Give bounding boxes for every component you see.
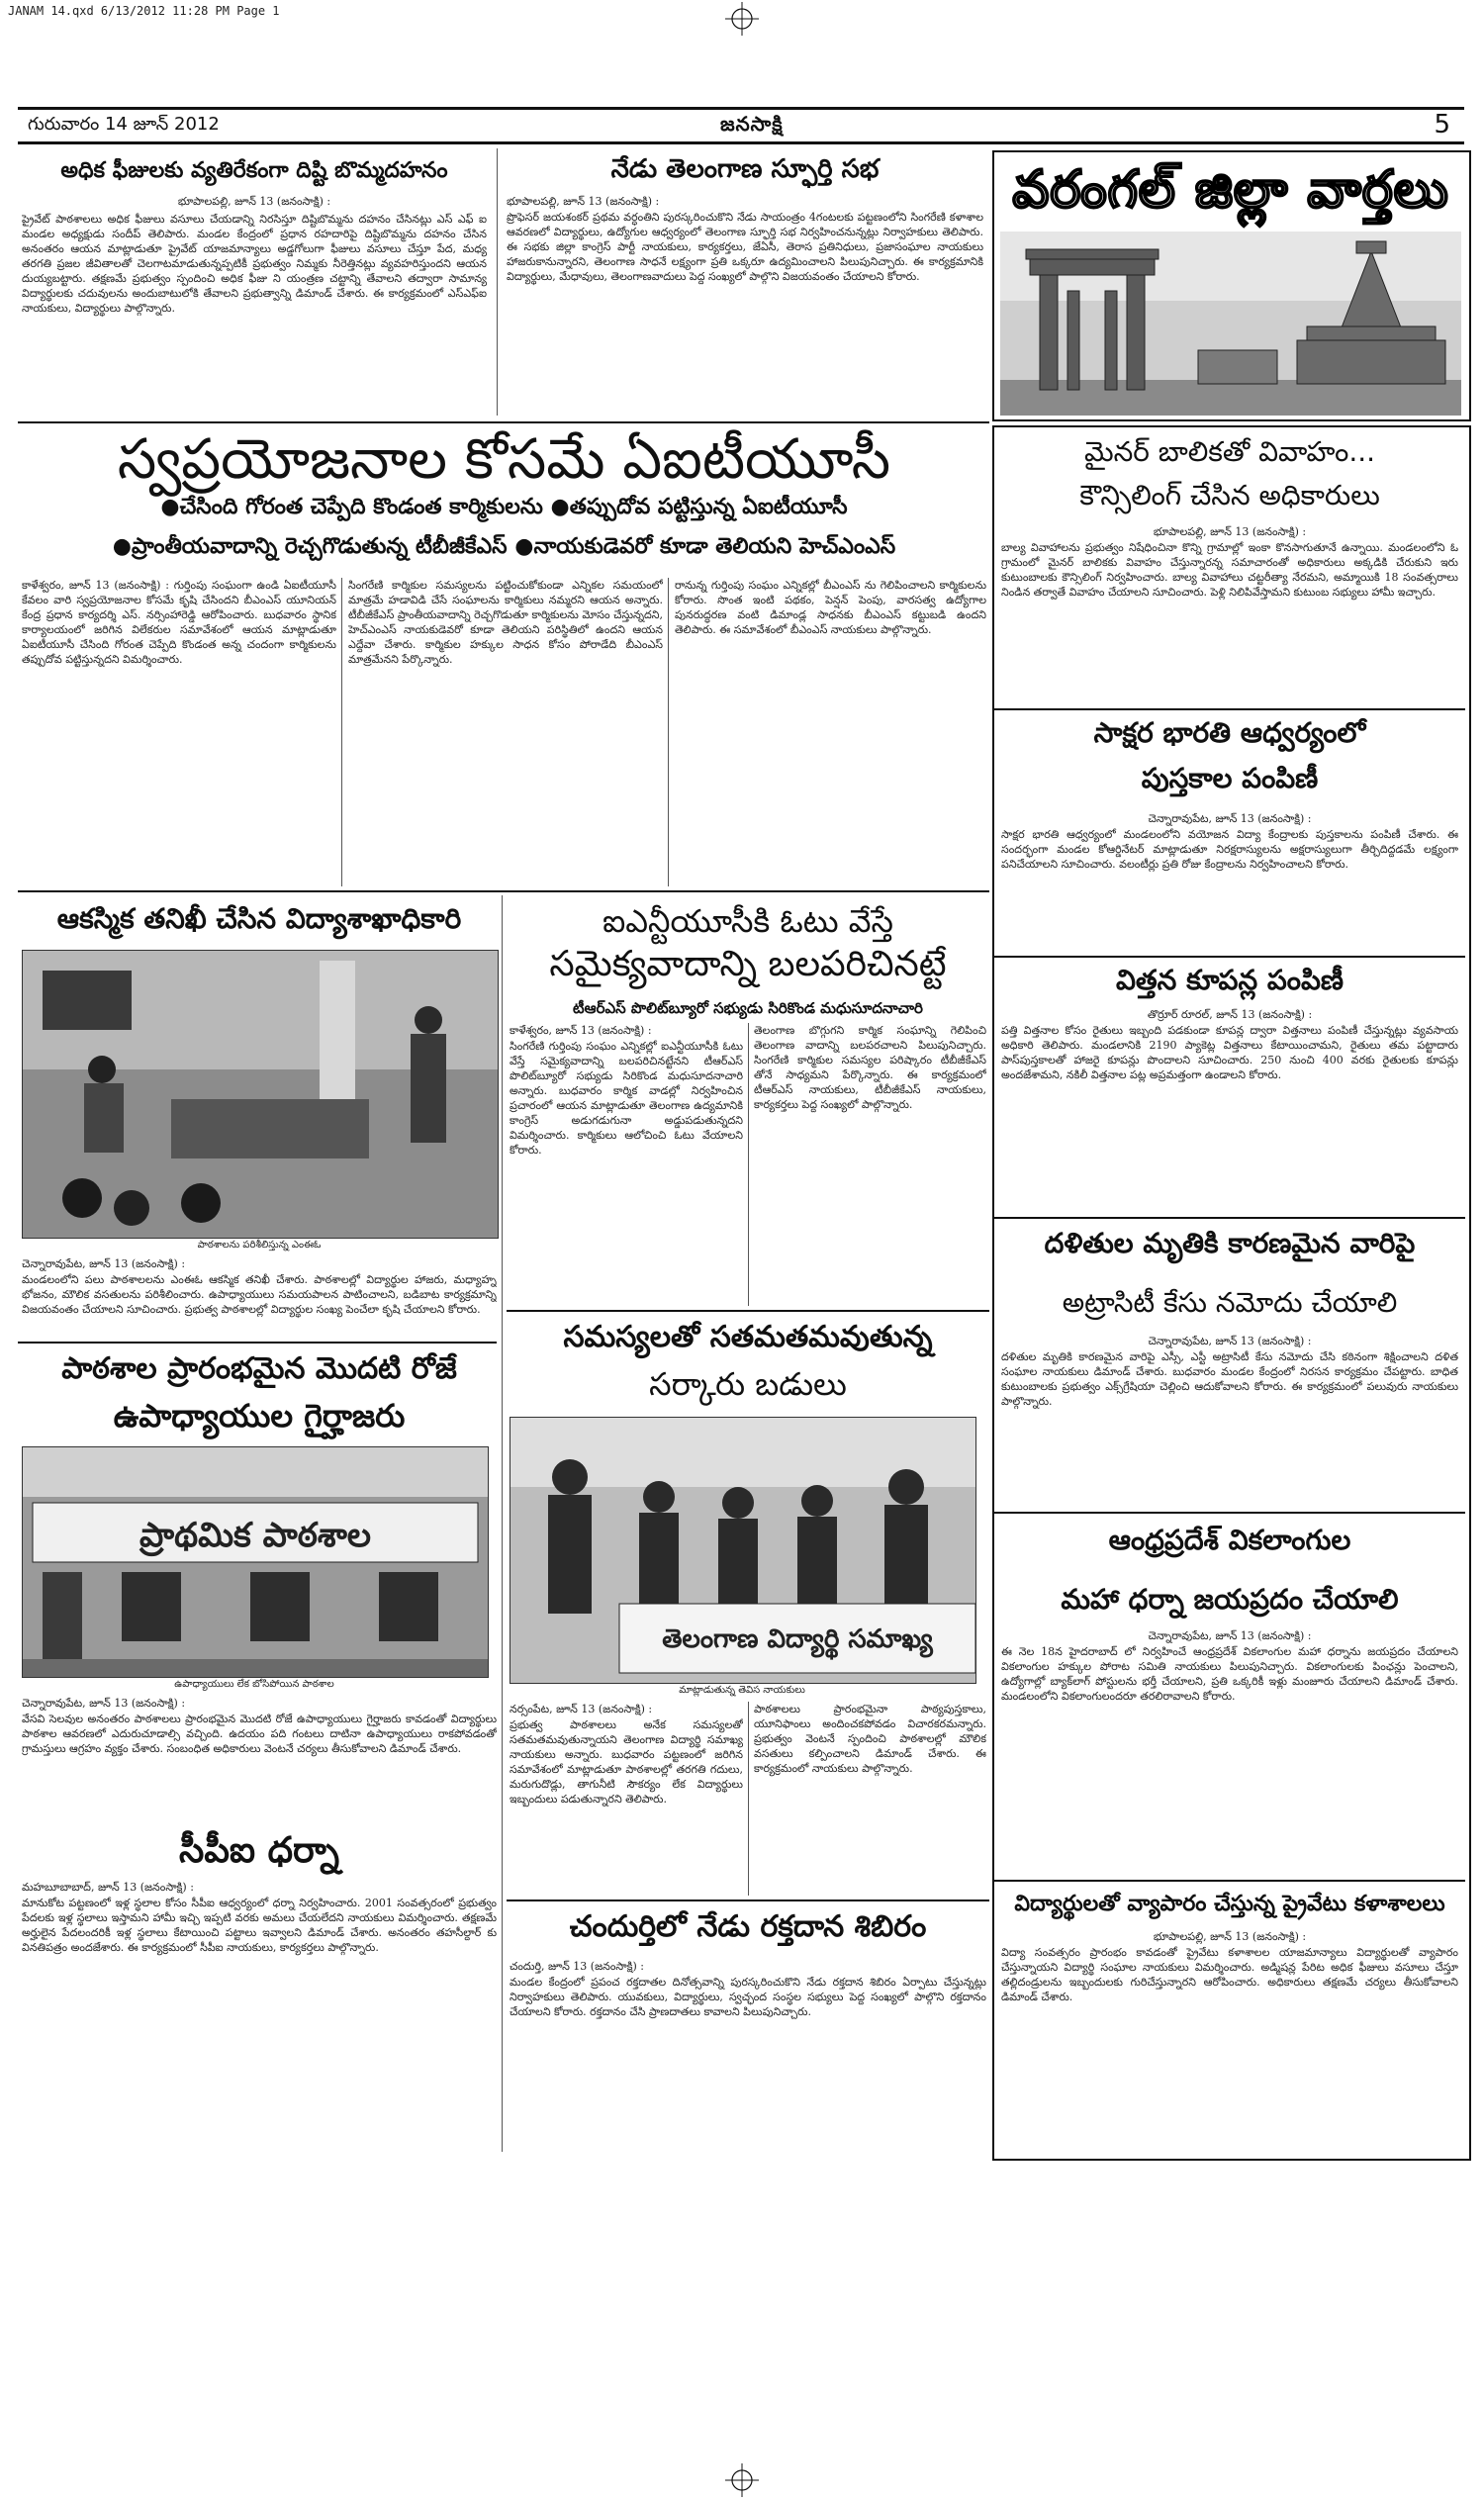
file-slug: JANAM 14.qxd 6/13/2012 11:28 PM Page 1 xyxy=(8,4,280,18)
dateline-firstday: చెన్నారావుపేట, జూన్ 13 (జనంసాక్షి) : xyxy=(22,1697,186,1710)
column-rule xyxy=(748,1702,749,1896)
caption-inspection: పాఠశాలను పరిశీలిస్తున్న ఎంఈఓ xyxy=(197,1240,322,1251)
newspaper-brand: జనసాక్షి xyxy=(720,112,784,136)
body-aituc-col1: కాళేశ్వరం, జూన్ 13 (జనంసాక్షి) : గుర్తింపు సంఘంగా ఉండి ఏఐటీయూసీ కేవలం వారి స్వప్రయోజనాల కోసమే కృషి చేసిందని బీఎంఎస్ యూనియన్ కేంద్ర ప్రధాన కార్యదర్శి ఎస్. నర్సింహారెడ్డి ఆరోపించారు. బుధవారం స్థానిక కార్యాలయంలో జరిగిన విలేకరుల సమావేశంలో ఆయన మాట్లాడుతూ ఏఐటీయూసీ చేసింది గోరంత చెప్పేది కొండంత అన్న చందంగా కార్మికులను తప్పుదోవ పట్టిస్తున్నదని విమర్శించారు. xyxy=(22,579,336,666)
headline-disabled-1: ఆంధ్రప్రదేశ్ వికలాంగుల xyxy=(1108,1524,1351,1556)
dateline-effigy: భూపాలపల్లి, జూన్ 13 (జనంసాక్షి) : xyxy=(177,195,331,208)
section-rule xyxy=(18,421,989,423)
section-rule xyxy=(994,1217,1465,1219)
dateline-inspection: చెన్నారావుపేట, జూన్ 13 (జనంసాక్షి) : xyxy=(22,1257,186,1270)
body-seeds: పత్తి విత్తనాల కోసం రైతులు ఇబ్బంది పడకుండా కూపన్ల ద్వారా విత్తనాలు పంపిణీ చేస్తున్నట్లు వ్యవసాయ అధికారి తెలిపారు. మండలానికి 2190 ప్యాకెట్ల విత్తనాలు కేటాయించామని, రైతులు తమ పట్టాదారు పాస్‌పుస్తకాలతో హాజరై కూపన్లు పొందాలని సూచించారు. 250 నుంచి 400 వరకు రైతులకు కూపన్లు అందజేశామని, నకిలీ విత్తనాల పట్ల అప్రమత్తంగా ఉండాలని కోరారు. xyxy=(1001,1024,1458,1081)
headline-effigy: అధిక ఫీజులకు వ్యతిరేకంగా దిష్టి బొమ్మదహనం xyxy=(60,158,448,183)
caption-firstday: ఉపాధ్యాయులు లేక బోసిపోయిన పాఠశాల xyxy=(174,1679,334,1690)
headline-firstday-1: పాఠశాల ప్రారంభమైన మొదటి రోజే xyxy=(61,1351,457,1386)
section-rule xyxy=(994,1512,1465,1514)
body-aituc-col3: రానున్న గుర్తింపు సంఘం ఎన్నికల్లో బీఎంఎస్ ను గెలిపించాలని కార్మికులను కోరారు. సొంత ఇంటి పథకం, పెన్షన్ పెంపు, వారసత్వ ఉద్యోగాల పునరుద్ధరణ వంటి డిమాండ్ల సాధనకు బీఎంఎస్ కట్టుబడి ఉందని తెలిపారు. ఈ సమావేశంలో బీఎంఎస్ నాయకులు పాల్గొన్నారు. xyxy=(675,579,986,636)
body-inspection: మండలంలోని పలు పాఠశాలలను ఎంఈఓ ఆకస్మిక తనిఖీ చేశారు. పాఠశాలల్లో విద్యార్థుల హాజరు, మధ్యాహ్న భోజనం, మౌలిక వసతులను పరిశీలించారు. ఉపాధ్యాయులు సమయపాలన పాటించాలని, బడిబాట కార్యక్రమాన్ని విజయవంతం చేయాలని సూచించారు. ప్రభుత్వ పాఠశాలల్లో విద్యార్థుల సంఖ్య పెంచేలా కృషి చేయాలని కోరారు. xyxy=(22,1273,497,1316)
headline-blood: చందుర్తిలో నేడు రక్తదాన శిబిరం xyxy=(569,1909,927,1944)
students-photo xyxy=(510,1417,976,1684)
section-rule xyxy=(507,1900,989,1901)
headline-disabled-2: మహా ధర్నా జయప్రదం చేయాలి xyxy=(1061,1583,1399,1616)
dateline-schools: నర్సంపేట, జూన్ 13 (జనంసాక్షి) : xyxy=(510,1703,653,1715)
body-disabled: ఈ నెల 18న హైదరాబాద్ లో నిర్వహించే ఆంధ్రప్రదేశ్ వికలాంగుల మహా ధర్నాను జయప్రదం చేయాలని వికలాంగుల హక్కుల పోరాట సమితి నాయకులు పిలుపునిచ్చారు. వికలాంగులకు పింఛన్లు పెంచాలని, ఉద్యోగాల్లో బ్యాక్‌లాగ్ పోస్టులను భర్తీ చేయాలని, ప్రతి ఒక్కరికీ ఇళ్లు మంజూరు చేయాలని డిమాండ్ చేశారు. మండలంలోని వికలాంగులందరూ తరలిరావాలని కోరారు. xyxy=(1001,1645,1458,1703)
registration-mark-icon xyxy=(725,2463,759,2497)
headline-aituc: స్వప్రయోజనాల కోసమే ఏఐటీయూసీ xyxy=(117,427,891,492)
column-rule xyxy=(748,1023,749,1306)
page-header xyxy=(18,107,1464,144)
headline-dalit-2: అట్రాసిటీ కేసు నమోదు చేయాలి xyxy=(1062,1286,1398,1319)
dateline-cpi: మహబూబాబాద్, జూన్ 13 (జనంసాక్షి) : xyxy=(22,1881,194,1894)
body-effigy: ప్రైవేట్ పాఠశాలలు అధిక ఫీజులు వసూలు చేయడాన్ని నిరసిస్తూ దిష్టిబొమ్మను దహనం చేసినట్లు ఎస్ ఎఫ్ ఐ మండల అధ్యక్షుడు సందీప్ తెలిపారు. మండల కేంద్రంలో ప్రధాన రహదారిపై దిష్టిబొమ్మను దహనం చేసిన అనంతరం ఆయన మాట్లాడుతూ ప్రైవేట్ యాజమాన్యాలు అడ్డగోలుగా ఫీజులు వసూలు చేస్తూ పేద, మధ్య తరగతి ప్రజల జీవితాలతో చెలగాటమాడుతున్నప్పటికీ ప్రభుత్వం నిమ్మకు నీరెత్తినట్లు వ్యవహరిస్తుందని ఆయన దుయ్యబట్టారు. తక్షణమే ప్రభుత్వం స్పందించి అధిక ఫీజు ని యంత్రణ చట్టాన్ని తేవాలని తద్వారా సామాన్య విద్యార్థులకు చదువులను అందుబాటులోకి తేవాలని ప్రభుత్వాన్ని డిమాండ్ చేశారు. ఈ కార్యక్రమంలో ఎస్ఎఫ్ఐ నాయకులు, విద్యార్థులు పాల్గొన్నారు. xyxy=(22,213,487,315)
page-number: 5 xyxy=(1434,110,1450,139)
caption-schools: మాట్లాడుతున్న తెవిస నాయకులు xyxy=(679,1685,805,1696)
section-rule xyxy=(18,890,989,892)
school-sign-text: ప్రాథమిక పాఠశాల xyxy=(139,1516,371,1555)
body-business: విద్యా సంవత్సరం ప్రారంభం కావడంతో ప్రైవేటు కళాశాలల యాజమాన్యాలు విద్యార్థులతో వ్యాపారం చేస్తున్నాయని విద్యార్థి సంఘాల నాయకులు విమర్శించారు. అడ్మిషన్ల పేరిట అధిక ఫీజులు వసూలు చేస్తూ తల్లిదండ్రులను ఇబ్బందులకు గురిచేస్తున్నారని ఆరోపించారు. అధికారులు తక్షణమే చర్యలు తీసుకోవాలని డిమాండ్ చేశారు. xyxy=(1001,1946,1458,2003)
column-rule xyxy=(668,578,669,886)
headline-cpi: సీపీఐ ధర్నా xyxy=(179,1830,339,1871)
section-rule xyxy=(994,708,1465,710)
body-saakshara: సాక్షర భారతి ఆధ్వర్యంలో మండలంలోని వయోజన విద్యా కేంద్రాలకు పుస్తకాలను పంపిణీ చేశారు. ఈ సందర్భంగా మండల కోఆర్డినేటర్ మాట్లాడుతూ నిరక్షరాస్యులను అక్షరాస్యులుగా తీర్చిదిద్దడమే లక్ష్యంగా పనిచేయాలని సూచించారు. వలంటీర్లు ప్రతి రోజు కేంద్రాలను నిర్వహించాలని కోరారు. xyxy=(1001,828,1458,871)
body-blood: మండల కేంద్రంలో ప్రపంచ రక్తదాతల దినోత్సవాన్ని పురస్కరించుకొని నేడు రక్తదాన శిబిరం ఏర్పాటు చేస్తున్నట్లు నిర్వాహకులు తెలిపారు. యువకులు, విద్యార్థులు, స్వచ్ఛంద సంస్థల సభ్యులు పెద్ద సంఖ్యలో పాల్గొని రక్తదానం చేయాలని కోరారు. రక్తదానం చేసి ప్రాణదాతలు కావాలని పిలుపునిచ్చారు. xyxy=(510,1976,986,2018)
headline-business: విద్యార్థులతో వ్యాపారం చేస్తున్న ప్రైవేటు కళాశాలలు xyxy=(1014,1892,1445,1916)
column-rule xyxy=(341,578,342,886)
warangal-monuments-illustration xyxy=(1000,232,1461,416)
body-aituc-col2: సింగరేణి కార్మికుల సమస్యలను పట్టించుకోకుండా ఎన్నికల సమయంలో మాత్రమే హడావిడి చేసే సంఘాలను కార్మికులు నమ్మరని ఆయన అన్నారు. టీబీజీకేఎస్ ప్రాంతీయవాదాన్ని రెచ్చగొడుతూ కార్మికులను మోసం చేస్తున్నదని, హెచ్ఎంఎస్ నాయకుడెవరో కూడా తెలియని పరిస్థితిలో ఉందని ఆయన ఎద్దేవా చేశారు. కార్మికుల హక్కుల సాధన కోసం పోరాడేది బీఎంఎస్ మాత్రమేనని పేర్కొన్నారు. xyxy=(348,579,663,666)
body-schools-col2: పాఠశాలలు ప్రారంభమైనా పాఠ్యపుస్తకాలు, యూనిఫాంలు అందించకపోవడం విచారకరమన్నారు. ప్రభుత్వం వెంటనే స్పందించి పాఠశాలల్లో మౌలిక వసతులు కల్పించాలని డిమాండ్ చేశారు. ఈ కార్యక్రమంలో నాయకులు పాల్గొన్నారు. xyxy=(754,1703,986,1775)
headline-dalit-1: దళితుల మృతికి కారణమైన వారిపై xyxy=(1044,1227,1416,1259)
dateline-vote: కాళేశ్వరం, జూన్ 13 (జనంసాక్షి) : xyxy=(510,1024,652,1037)
body-schools-col1: ప్రభుత్వ పాఠశాలలు అనేక సమస్యలతో సతమతమవుతున్నాయని తెలంగాణ విద్యార్థి సమాఖ్య నాయకులు అన్నారు. బుధవారం పట్టణంలో జరిగిన సమావేశంలో మాట్లాడుతూ పాఠశాలల్లో తరగతి గదులు, మరుగుదొడ్లు, తాగునీటి సౌకర్యం లేక విద్యార్థులు ఇబ్బందులు పడుతున్నారని తెలిపారు. xyxy=(510,1718,743,1806)
dateline-telangana: భూపాలపల్లి, జూన్ 13 (జనంసాక్షి) : xyxy=(507,195,660,208)
column-rule xyxy=(502,895,503,2152)
students-group-illustration xyxy=(510,1418,975,1683)
headline-firstday-2: ఉపాధ్యాయుల గైర్హాజరు xyxy=(113,1397,406,1435)
headline-inspection: ఆకస్మిక తనిఖీ చేసిన విద్యాశాఖాధికారి xyxy=(56,902,462,935)
body-dalit: దళితుల మృతికి కారణమైన వారిపై ఎస్సీ, ఎస్టీ అట్రాసిటీ కేసు నమోదు చేసి కఠినంగా శిక్షించాలని దళిత సంఘాల నాయకులు డిమాండ్ చేశారు. బుధవారం మండల కేంద్రంలో నిరసన కార్యక్రమం చేపట్టారు. బాధిత కుటుంబాలకు ప్రభుత్వం ఎక్స్‌గ్రేషియా చెల్లించి ఆదుకోవాలని కోరారు. ఈ కార్యక్రమంలో పలువురు నాయకులు పాల్గొన్నారు. xyxy=(1001,1350,1458,1408)
headline-saakshara-2: పుస్తకాల పంపిణీ xyxy=(1141,762,1319,794)
subhead-vote: టీఆర్ఎస్ పొలిట్‌బ్యూరో సభ్యుడు సిరికొండ మధుసూదనాచారి xyxy=(573,999,923,1017)
classroom-photo-illustration xyxy=(23,951,498,1238)
headline-saakshara-1: సాక్షర భారతి ఆధ్వర్యంలో xyxy=(1093,716,1366,749)
banner-text: తెలంగాణ విద్యార్థి సమాఖ్య xyxy=(662,1624,933,1654)
issue-date: గురువారం 14 జూన్ 2012 xyxy=(28,114,220,135)
headline-vote-2: సమైక్యవాదాన్ని బలపరిచినట్టే xyxy=(549,944,947,984)
body-minor: బాల్య వివాహాలను ప్రభుత్వం నిషేధించినా కొన్ని గ్రామాల్లో ఇంకా కొనసాగుతూనే ఉన్నాయి. మండలంలోని ఓ గ్రామంలో మైనర్ బాలికకు వివాహం చేస్తున్నారన్న సమాచారంతో అధికారులు అక్కడికి చేరుకుని ఇరు కుటుంబాలకు కౌన్సిలింగ్ నిర్వహించారు. బాల్య వివాహాలు చట్టరీత్యా నేరమని, అమ్మాయికి 18 సంవత్సరాలు నిండిన తర్వాతే వివాహం చేయాలని సూచించారు. పెళ్లి నిలిపివేస్తామని కుటుంబ సభ్యులు హామీ ఇచ్చారు. xyxy=(1001,541,1458,599)
subhead-aituc-2: ●ప్రాంతీయవాదాన్ని రెచ్చగొడుతున్న టీబీజీకేఎస్ ●నాయకుడెవరో కూడా తెలియని హెచ్ఎంఎస్ xyxy=(112,534,896,559)
district-masthead xyxy=(992,150,1471,421)
masthead-title: వరంగల్ జిల్లా వార్తలు xyxy=(1012,160,1449,220)
section-rule xyxy=(994,956,1465,958)
body-vote-col2: తెలంగాణ బొగ్గుగని కార్మిక సంఘాన్ని గెలిపించి తెలంగాణ వాదాన్ని బలపరచాలని పిలుపునిచ్చారు. సింగరేణి కార్మికుల సమస్యల పరిష్కారం టీబీజీకేఎస్ తోనే సాధ్యమని పేర్కొన్నారు. ఈ కార్యక్రమంలో టీఆర్ఎస్ నాయకులు, టీబీజీకేఎస్ నాయకులు, కార్యకర్తలు పెద్ద సంఖ్యలో పాల్గొన్నారు. xyxy=(754,1024,986,1111)
body-cpi: మానుకోట పట్టణంలో ఇళ్ల స్థలాల కోసం సీపీఐ ఆధ్వర్యంలో ధర్నా నిర్వహించారు. 2001 సంవత్సరంలో ప్రభుత్వం పేదలకు ఇళ్ల స్థలాలు ఇస్తామని హామీ ఇచ్చి ఇప్పటి వరకు అమలు చేయలేదని నాయకులు విమర్శించారు. తక్షణమే అర్హులైన పేదలందరికీ ఇళ్ల స్థలాలు కేటాయించి పట్టాలు ఇవ్వాలని డిమాండ్ చేశారు. అనంతరం తహసీల్దార్ కు వినతిపత్రం అందజేశారు. ఈ కార్యక్రమంలో సీపీఐ నాయకులు, కార్యకర్తలు పాల్గొన్నారు. xyxy=(22,1897,497,1954)
dateline-seeds: తొర్రూర్ రూరల్, జూన్ 13 (జనంసాక్షి) : xyxy=(1147,1008,1313,1021)
body-telangana: ప్రొఫెసర్ జయశంకర్ ప్రథమ వర్ధంతిని పురస్కరించుకొని నేడు సాయంత్రం 4గంటలకు పట్టణంలోని సింగరేణి కళాశాల ఆవరణలో విద్యార్థులు, ఉద్యోగుల ఆధ్వర్యంలో తెలంగాణ స్ఫూర్తి సభ నిర్వహించనున్నట్లు నిర్వాహకులు తెలిపారు. ఈ సభకు జిల్లా కాంగ్రెస్ పార్టీ నాయకులు, కార్యకర్తలు, జేఏసీ, తెరాస ప్రతినిధులు, ప్రజాసంఘాల నాయకులు హాజరుకానున్నారని, తెలంగాణ సాధనే లక్ష్యంగా ప్రతి ఒక్కరూ ఉద్యమించాలని పిలుపునిచ్చారు. ఈ కార్యక్రమానికి విద్యార్థులు, మేధావులు, తెలంగాణవాదులు పెద్ద సంఖ్యలో పాల్గొని విజయవంతం చేయాలని కోరారు. xyxy=(507,211,983,283)
headline-schools-1: సమస్యలతో సతమతమవుతున్న xyxy=(563,1320,933,1354)
dateline-dalit: చెన్నారావుపేట, జూన్ 13 (జనంసాక్షి) : xyxy=(1148,1335,1312,1347)
section-rule xyxy=(18,1342,497,1344)
headline-minor-1: మైనర్ బాలికతో వివాహం... xyxy=(1083,435,1376,468)
headline-seeds: విత్తన కూపన్ల పంపిణీ xyxy=(1115,964,1344,996)
dateline-saakshara: చెన్నారావుపేట, జూన్ 13 (జనంసాక్షి) : xyxy=(1148,812,1312,825)
section-rule xyxy=(507,1310,989,1312)
subhead-aituc-1: ●చేసింది గోరంత చెప్పేది కొండంత కార్మికులను ●తప్పుదోవ పట్టిస్తున్న ఏఐటీయూసీ xyxy=(160,495,848,519)
headline-telangana: నేడు తెలంగాణ స్ఫూర్తి సభ xyxy=(610,154,880,184)
headline-minor-2: కౌన్సిలింగ్ చేసిన అధికారులు xyxy=(1079,479,1380,511)
headline-vote-1: ఐఎన్టీయూసీకి ఓటు వేస్తే xyxy=(603,902,893,940)
registration-mark-icon xyxy=(725,2,759,36)
dateline-blood: చందుర్తి, జూన్ 13 (జనంసాక్షి) : xyxy=(510,1960,645,1973)
dateline-minor: భూపాలపల్లి, జూన్ 13 (జనంసాక్షి) : xyxy=(1153,525,1307,538)
section-rule xyxy=(994,1880,1465,1882)
dateline-business: భూపాలపల్లి, జూన్ 13 (జనంసాక్షి) : xyxy=(1153,1930,1307,1943)
column-rule xyxy=(497,148,498,416)
body-firstday: వేసవి సెలవుల అనంతరం పాఠశాలలు ప్రారంభమైన మొదటి రోజే ఉపాధ్యాయులు గైర్హాజరు కావడంతో విద్యార్థులు పాఠశాల ఆవరణలో ఎదురుచూడాల్సి వచ్చింది. ఉదయం పది గంటలు దాటినా ఉపాధ్యాయులు రాకపోవడంతో గ్రామస్తులు ఆగ్రహం వ్యక్తం చేశారు. సంబంధిత అధికారులు వెంటనే చర్యలు తీసుకోవాలని డిమాండ్ చేశారు. xyxy=(22,1713,497,1755)
body-vote-col1: సింగరేణి గుర్తింపు సంఘం ఎన్నికల్లో ఐఎన్టీయూసీకి ఓటు వేస్తే సమైక్యవాదాన్ని బలపరిచినట్టేనని టీఆర్ఎస్ పొలిట్‌బ్యూరో సభ్యుడు సిరికొండ మధుసూదనాచారి అన్నారు. బుధవారం కార్మిక వాడల్లో నిర్వహించిన ప్రచారంలో ఆయన మాట్లాడుతూ తెలంగాణ ఉద్యమానికి కాంగ్రెస్ అడుగడుగునా అడ్డుపడుతున్నదని విమర్శించారు. కార్మికులు ఆలోచించి ఓటు వేయాలని కోరారు. xyxy=(510,1040,743,1157)
headline-schools-2: సర్కారు బడులు xyxy=(649,1365,847,1403)
school-building-illustration xyxy=(23,1447,488,1677)
school-photo xyxy=(22,1446,489,1678)
inspection-photo xyxy=(22,950,499,1239)
dateline-disabled: చెన్నారావుపేట, జూన్ 13 (జనంసాక్షి) : xyxy=(1148,1629,1312,1642)
